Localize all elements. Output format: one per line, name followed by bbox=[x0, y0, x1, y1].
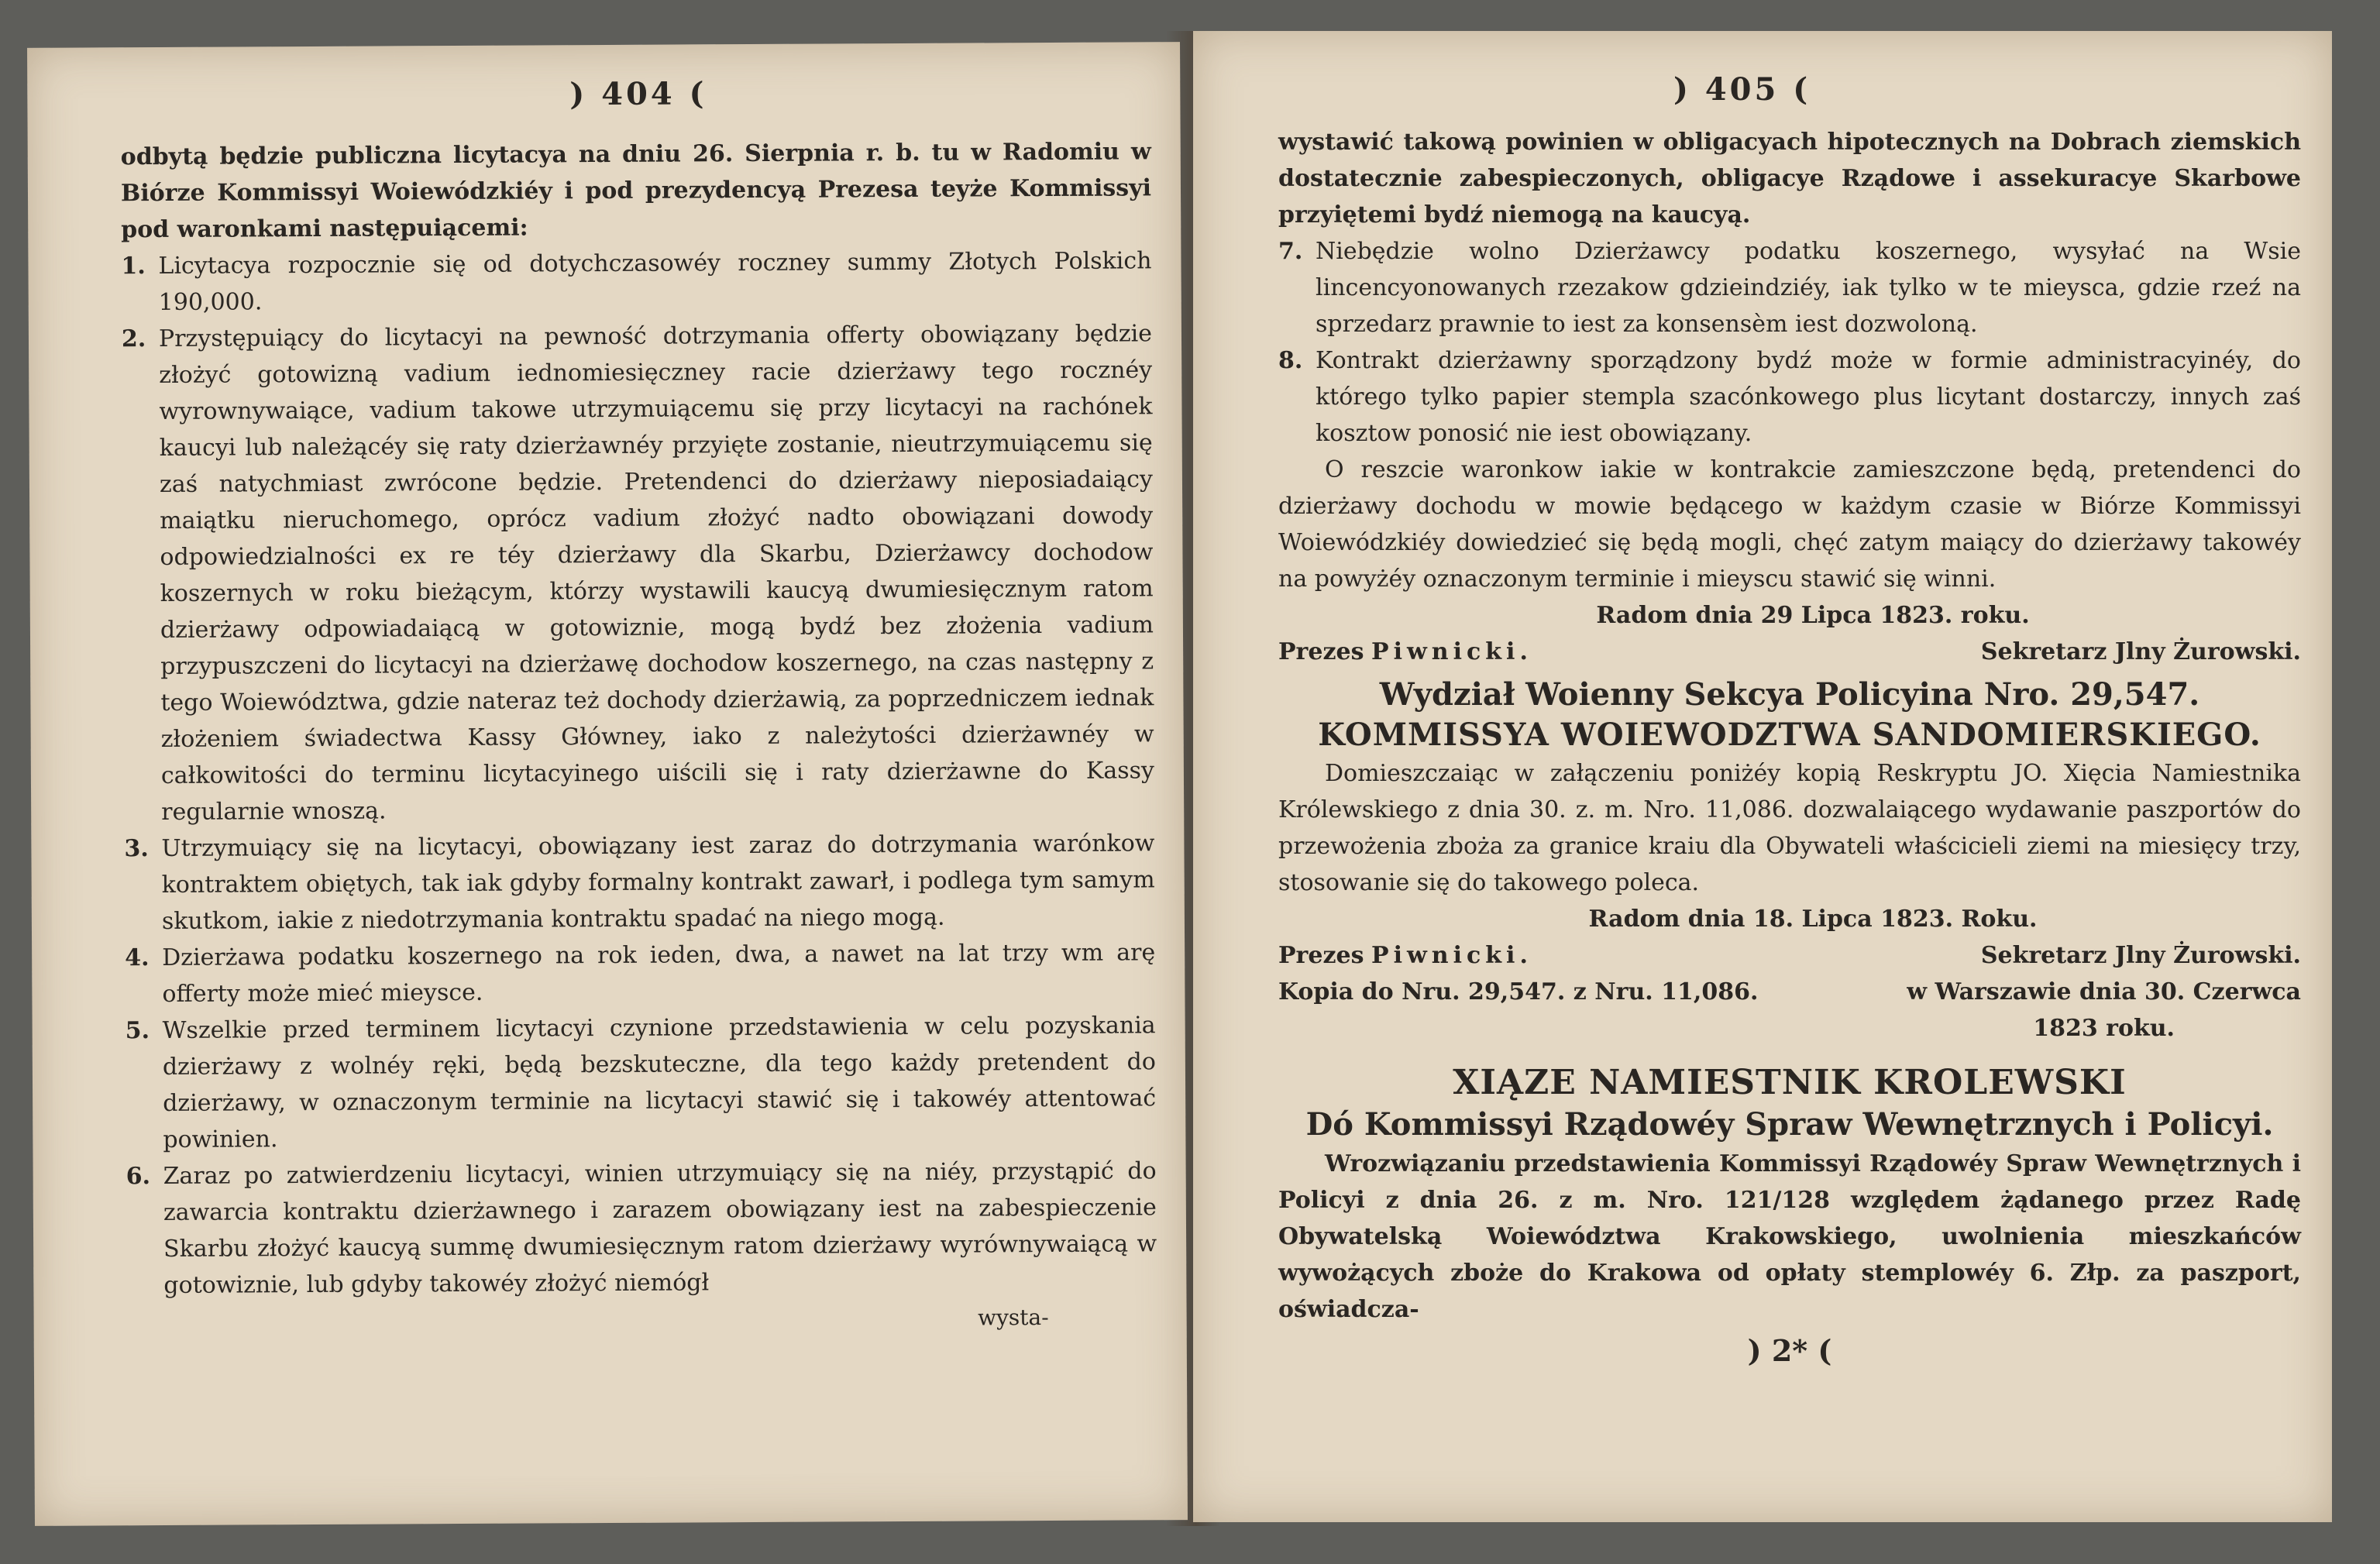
right-page-text bbox=[1278, 124, 2301, 1398]
list-item bbox=[1278, 342, 2301, 452]
item-number: 8. bbox=[1278, 347, 1303, 374]
left-page bbox=[27, 42, 1188, 1526]
date-line: Radom dnia 18. Lipca 1823. Roku. bbox=[1588, 906, 2038, 933]
prince-heading: XIĄZE NAMIESTNIK KROLEWSKI bbox=[1453, 1063, 2127, 1102]
item-text: Wszelkie przed terminem licytacyi czynione przedstawienia w celu pozyskania dzierżawy z wolnéy ręki, będą bezskuteczne, dla tego każdy pretendent do dzierżawy, w oznaczonym terminie na licytacyi stawić się i takowéy attentować powinien. bbox=[162, 1012, 1157, 1154]
intro-paragraph: odbytą będzie publiczna licytacya na dniu 26. Sierpnia r. b. tu w Radomiu w Biórze Kommissyi Woiewódzkiéy i pod prezydencyą Prezesa teyże Kommissyi pod waronkami następuiącemi: bbox=[120, 138, 1152, 244]
left-page-text bbox=[121, 133, 1157, 1340]
signature-line bbox=[1278, 937, 2301, 974]
secretary-signature: Sekretarz Jlny Żurowski. bbox=[1980, 638, 2301, 665]
list-item bbox=[1278, 233, 2301, 342]
commission-heading: KOMMISSYA WOIEWODZTWA SANDOMIERSKIEGO. bbox=[1318, 717, 2261, 753]
list-item bbox=[124, 825, 1155, 940]
item-number: 1. bbox=[121, 253, 146, 280]
item-number: 4. bbox=[125, 944, 150, 972]
catchword: wysta- bbox=[977, 1304, 1049, 1331]
item-text: Licytacya rozpocznie się od dotychczasowéy roczney summy Złotych Polskich 190,000. bbox=[158, 247, 1152, 317]
copy-number: Kopia do Nru. 29,547. z Nru. 11,086. bbox=[1278, 978, 1759, 1005]
secretary-signature: Sekretarz Jlny Żurowski. bbox=[1980, 942, 2301, 969]
list-item bbox=[126, 1153, 1157, 1304]
page-number: ) 405 ( bbox=[1673, 71, 1811, 108]
item-text: Utrzymuiący się na licytacyi, obowiązany iest zaraz do dotrzymania warónkow kontraktem obiętych, tak iak gdyby formalny kontrakt zawarł, i podlega tym samym skutkom, iakie z niedotrzymania kontraktu spadać na niego mogą. bbox=[161, 830, 1155, 936]
page-number: ) 404 ( bbox=[569, 75, 707, 113]
item-number: 2. bbox=[121, 325, 146, 353]
item-text: Dzierżawa podatku koszernego na rok ieden, dwa, a nawet na lat trzy wm arę offerty może mieć mieysce. bbox=[162, 939, 1156, 1009]
copy-reference bbox=[1278, 974, 2301, 1047]
notice-paragraph: Domieszczaiąc w załączeniu poniżéy kopią Reskryptu JO. Xięcia Namiestnika Królewskiego z dnia 30. z. m. Nro. 11,086. dozwalaiącego wydawanie paszportów do przewożenia zboża za granice kraiu dla Obywateli właścicieli ziemi na miesięcy trzy, stosowanie się do takowego poleca. bbox=[1278, 760, 2301, 896]
signature-line bbox=[1278, 634, 2301, 670]
closing-paragraph: O reszcie waronkow iakie w kontrakcie zamieszczone będą, pretendenci do dzierżawy dochodu w mowie będącego w każdym czasie w Biórze Kommissyi Woiewódzkiéy dowiedzieć się będą mogli, chęć zatym maiący do dzierżawy takowéy na powyżéy oznaczonym terminie i mieyscu stawić się winni. bbox=[1278, 456, 2301, 593]
item-number: 5. bbox=[125, 1017, 150, 1045]
date-line: Radom dnia 29 Lipca 1823. roku. bbox=[1596, 602, 2030, 629]
signature-mark: ) 2* ( bbox=[1747, 1333, 1832, 1368]
list-item bbox=[121, 242, 1151, 321]
item-number: 7. bbox=[1278, 238, 1303, 265]
final-paragraph: Wrozwiązaniu przedstawienia Kommissyi Rządowéy Spraw Wewnętrznych i Policyi z dnia 26. z m. Nro. 121/128 względem żądanego przez Radę Obywatelską Woiewództwa Krakowskiego, uwolnienia mieszkańców wywożących zboże do Krakowa od opłaty stemplowéy 6. Złp. za paszport, oświadcza- bbox=[1278, 1150, 2301, 1323]
section-heading: Wydział Woienny Sekcya Policyina Nro. 29,547. bbox=[1379, 676, 2200, 713]
continuation-paragraph: wystawić takową powinien w obligacyach hipotecznych na Dobrach ziemskich dostatecznie zabespieczonych, obligacye Rządowe i assekuracye Skarbowe przyiętemi bydź niemogą na kaucyą. bbox=[1278, 129, 2301, 229]
item-text: Niebędzie wolno Dzierżawcy podatku koszernego, wysyłać na Wsie lincencyonowanych rzezakow gdzieindziéy, iak tylko w te mieysca, gdzie rzeź na sprzedarz prawnie to iest za konsensèm iest dozwoloną. bbox=[1316, 238, 2301, 338]
addressee-heading: Dó Kommissyi Rządowéy Spraw Wewnętrznych i Policyi. bbox=[1305, 1106, 2274, 1143]
copy-date: w Warszawie dnia 30. Czerwca 1823 roku. bbox=[1907, 978, 2301, 1042]
list-item bbox=[122, 315, 1154, 830]
item-text: Przystępuiący do licytacyi na pewność dotrzymania offerty obowiązany będzie złożyć gotowizną vadium iednomiesięczney racie dzierżawy tego rocznéy wyrownywaiące, vadium takowe utrzymuiącemu się przy licytacyi na rachónek kaucyi lub należącéy się raty dzierżawnéy przyięte zostanie, nieutrzymuiącemu się zaś natychmiast zwrócone będzie. Pretendenci do dzierżawy nieposiadaiący maiątku nieruchomego, oprócz vadium złożyć nadto obowiązani dowody odpowiedzialności ex re téy dzierżawy dla Skarbu, Dzierżawcy dochodow koszernych w roku bieżącym, którzy wystawili kaucyą dwumiesięcznym ratom dzierżawy odpowiadaiącą w gotowiznie, mogą bydź bez złożenia vadium przypuszczeni do licytacyi na dzierżawę dochodow koszernego, na czas następny z tego Woiewództwa, gdzie nateraz też dochody dzierżawią, za poprzedniczem iednak złożeniem świadectwa Kassy Główney, iako z należytości dzierżawnéy w całkowitości do terminu licytacyinego uiścili się i raty dzierżawne do Kassy regularnie wnoszą. bbox=[158, 320, 1155, 827]
right-page bbox=[1193, 31, 2332, 1522]
president-signature: Prezes Piwnicki. bbox=[1278, 942, 1532, 969]
item-text: Kontrakt dzierżawny sporządzony bydź może w formie administracyinéy, do którego tylko papier stempla szacónkowego plus licytant dostarczy, innych zaś kosztow ponosić nie iest obowiązany. bbox=[1316, 347, 2301, 447]
president-signature: Prezes Piwnicki. bbox=[1278, 638, 1532, 665]
item-text: Zaraz po zatwierdzeniu licytacyi, winien utrzymuiący się na niéy, przystąpić do zawarcia kontraktu dzierżawnego i zarazem obowiązany iest na zabespieczenie Skarbu złożyć kaucyą summę dwumiesięcznym ratom dzierżawy wyrównywaiącą w gotowiznie, lub gdyby takowéy złożyć niemógł bbox=[163, 1157, 1157, 1300]
list-item bbox=[126, 1007, 1157, 1158]
item-number: 3. bbox=[124, 835, 149, 863]
item-number: 6. bbox=[126, 1163, 151, 1191]
list-item bbox=[125, 934, 1155, 1012]
